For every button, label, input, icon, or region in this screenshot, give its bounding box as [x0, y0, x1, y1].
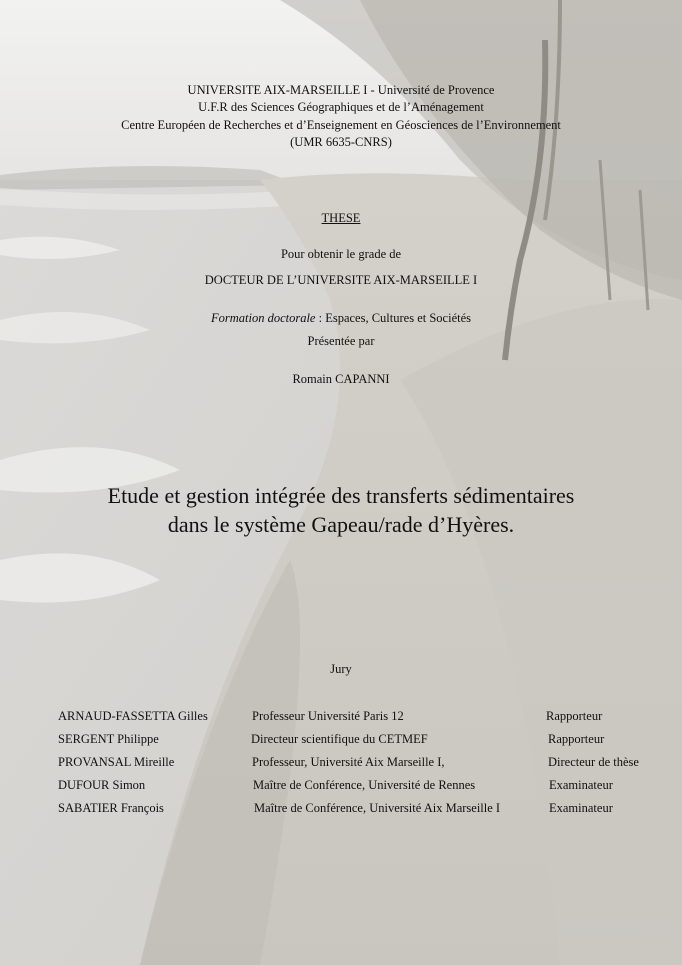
jury-position: Professeur, Université Aix Marseille I,: [252, 755, 445, 769]
presentee-par: Présentée par: [307, 334, 375, 348]
pour-obtenir: Pour obtenir le grade de: [280, 247, 402, 261]
jury-position: Professeur Université Paris 12: [252, 709, 404, 723]
formation-doctorale: [0, 311, 682, 326]
degree: DOCTEUR DE L’UNIVERSITE AIX-MARSEILLE I: [204, 273, 478, 287]
ufr-name: U.F.R des Sciences Géographiques et de l’Aménagement: [198, 100, 484, 114]
jury-position: Directeur scientifique du CETMEF: [251, 732, 428, 746]
these-label: THESE: [321, 211, 361, 225]
formation-value: : Espaces, Cultures et Sociétés: [315, 311, 472, 325]
umr-code: (UMR 6635-CNRS): [290, 135, 392, 149]
jury-label: Jury: [330, 662, 352, 676]
jury-name: ARNAUD-FASSETTA Gilles: [58, 709, 208, 723]
thesis-title-line-1: Etude et gestion intégrée des transferts sédimentaires: [107, 483, 575, 508]
jury-role: Examinateur: [549, 801, 613, 815]
jury-role: Rapporteur: [546, 709, 603, 723]
jury-role: Examinateur: [549, 778, 613, 792]
formation-label: Formation doctorale: [210, 311, 316, 325]
jury-name: DUFOUR Simon: [58, 778, 146, 792]
author-name: Romain CAPANNI: [292, 372, 390, 386]
university-name: UNIVERSITE AIX-MARSEILLE I - Université de Provence: [187, 83, 495, 97]
jury-role: Directeur de thèse: [548, 755, 639, 769]
research-centre: Centre Européen de Recherches et d’Enseignement en Géosciences de l’Environnement: [121, 118, 561, 132]
jury-position: Maître de Conférence, Université de Rennes: [253, 778, 476, 792]
thesis-title-line-2: dans le système Gapeau/rade d’Hyères.: [167, 512, 515, 537]
jury-name: PROVANSAL Mireille: [58, 755, 175, 769]
jury-position: Maître de Conférence, Université Aix Marseille I: [254, 801, 501, 815]
jury-name: SERGENT Philippe: [58, 732, 159, 746]
jury-role: Rapporteur: [548, 732, 605, 746]
jury-name: SABATIER François: [58, 801, 164, 815]
